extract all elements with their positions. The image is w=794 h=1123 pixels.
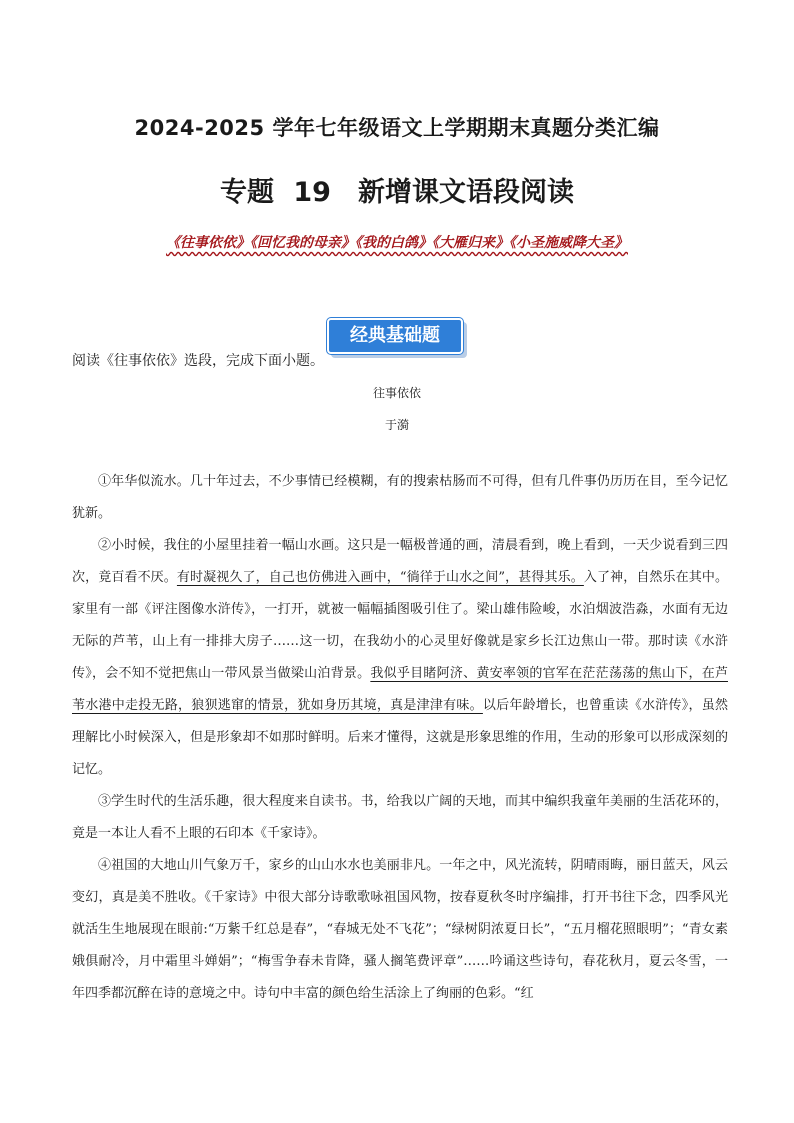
reading-instruction: 阅读《往事依依》选段，完成下面小题。 bbox=[72, 353, 324, 369]
lesson-list-text: 《往事依依》《回忆我的母亲》《我的白鸽》《大雁归来》《小圣施威降大圣》 bbox=[166, 235, 628, 251]
underlined-sentence-2: 我似乎目睹阿济、黄安率领的官军在茫茫荡荡的焦山下，在芦苇水港中走投无路，狼狈逃窜的情景，犹如身历其境，真是津津有味。 bbox=[72, 666, 728, 713]
topic-title: 专题 19 新增课文语段阅读 bbox=[220, 177, 574, 208]
passage-author: 于漪 bbox=[384, 418, 409, 432]
paragraph-4: ④祖国的大地山川气象万千，家乡的山山水水也美丽非凡。一年之中，风光流转，阴晴雨晦，丽日蓝天，风云变幻，真是美不胜收。《千家诗》中很大部分诗歌歌咏祖国风物，按春夏秋冬时序编排，打开书往下念，四季风光就活生生地展现在眼前:“万紫千红总是春”，“春城无处不飞花”；“绿树阴浓夏日长”，“五月榴花照眼明”；“青女素娥俱耐冷，月中霜里斗婵娟”；“梅雪争春未肯降，骚人搁笔费评章”……吟诵这些诗句，春花秋月，夏云冬雪，一年四季都沉醉在诗的意境之中。诗句中丰富的颜色给生活涂上了绚丽的色彩。“红 bbox=[72, 858, 728, 1001]
paragraph-3: ③学生时代的生活乐趣，很大程度来自读书。书，给我以广阔的天地，而其中编织我童年美丽的生活花环的，竟是一本让人看不上眼的石印本《千家诗》。 bbox=[72, 794, 728, 841]
page-title: 2024-2025 学年七年级语文上学期期末真题分类汇编 bbox=[134, 116, 660, 140]
paragraph-2-part-c: 以后年龄增长，也曾重读《水浒传》，虽然理解比小时候深入，但是形象却不如那时鲜明。后来才懂得，这就是形象思维的作用，生动的形象可以形成深刻的记忆。 bbox=[72, 698, 728, 777]
paragraph-2-part-b: 入了神，自然乐在其中。家里有一部《评注图像水浒传》，一打开，就被一幅幅插图吸引住了。梁山雄伟险峻，水泊烟波浩淼，水面有无边无际的芦苇，山上有一排排大房子……这一切，在我幼小的心灵里好像就是家乡长江边焦山一带。那时读《水浒传》，会不知不觉把焦山一带风景当做梁山泊背景。 bbox=[72, 570, 728, 681]
paragraph-1: ①年华似流水。几十年过去，不少事情已经模糊，有的搜索枯肠而不可得，但有几件事仍历历在目，至今记忆犹新。 bbox=[72, 474, 728, 521]
paragraph-2 bbox=[72, 530, 728, 786]
passage-body bbox=[72, 466, 728, 1010]
paragraph-2-part-a: ②小时候，我住的小屋里挂着一幅山水画。这只是一幅极普通的画，清晨看到，晚上看到，一天少说看到三四次，竟百看不厌。 bbox=[72, 538, 728, 585]
lesson-list-subtitle bbox=[0, 232, 794, 252]
passage-title: 往事依依 bbox=[372, 386, 421, 400]
underlined-sentence-1: 有时凝视久了，自己也仿佛进入画中，“徜徉于山水之间”，甚得其乐。 bbox=[176, 570, 584, 585]
badge-label: 经典基础题 bbox=[327, 318, 463, 354]
section-badge bbox=[327, 318, 469, 360]
